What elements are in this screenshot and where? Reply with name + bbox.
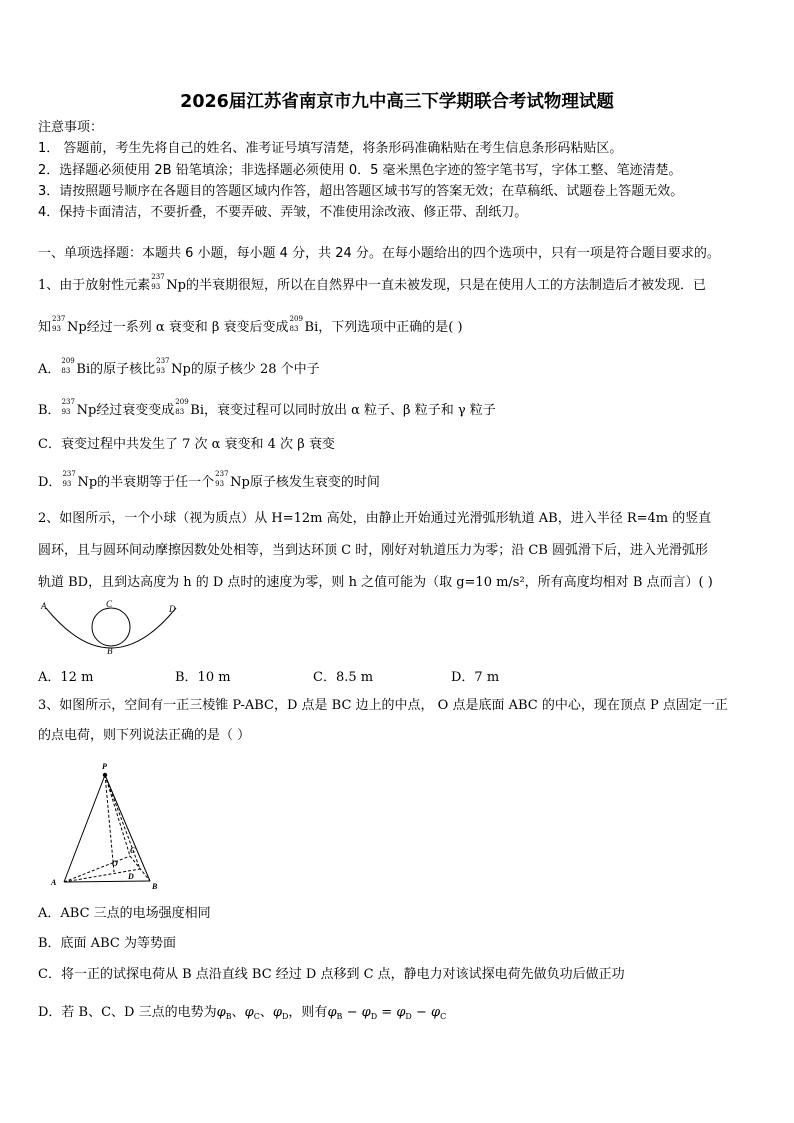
np-isotope: 237 93 bbox=[61, 398, 75, 416]
point-p bbox=[103, 773, 107, 777]
q3-option-a: A．ABC 三点的电场强度相同 bbox=[38, 906, 211, 921]
bi-isotope: 209 83 bbox=[175, 398, 189, 416]
q2-option-c: C．8.5 m bbox=[313, 670, 374, 685]
section-heading: 一、单项选择题：本题共 6 小题，每小题 4 分，共 24 分。在每小题给出的四个选项中，只有一项是符合题目要求的。 bbox=[38, 246, 720, 261]
bi-isotope: 209 83 bbox=[61, 357, 75, 375]
label-a: A bbox=[51, 878, 57, 887]
arc-track-path bbox=[46, 608, 176, 648]
vertical-loop bbox=[92, 608, 130, 646]
edge-ac bbox=[64, 856, 130, 882]
track-loop-figure bbox=[36, 596, 186, 658]
q2-stem-line-1: 2、如图所示，一个小球（视为质点）从 H=12m 高处，由静止开始通过光滑弧形轨道 AB，进入半径 R=4m 的竖直 bbox=[38, 511, 712, 526]
notice-item-3: 3．请按照题号顺序在各题目的答题区域内作答，超出答题区域书写的答案无效；在草稿纸、试题卷上答题无效。 bbox=[38, 184, 684, 199]
label-p: P bbox=[102, 762, 107, 771]
bi-isotope: 209 83 bbox=[289, 315, 303, 333]
np-isotope: 237 93 bbox=[52, 315, 66, 333]
q1-option-a: A． 209 83 Bi的原子核比 237 93 Np的原子核少 28 个中子 bbox=[38, 357, 320, 377]
label-c: C bbox=[130, 846, 136, 855]
edge-pa bbox=[64, 775, 105, 882]
label-o: O bbox=[112, 859, 118, 868]
edge-ab bbox=[64, 881, 150, 882]
label-a: A bbox=[41, 601, 47, 611]
np-isotope: 237 93 bbox=[151, 273, 165, 291]
q3-stem-line-2: 的点电荷，则下列说法正确的是（ ） bbox=[38, 728, 251, 743]
np-isotope: 237 93 bbox=[156, 357, 170, 375]
q3-option-c: C．将一正的试探电荷从 B 点沿直线 BC 经过 D 点移到 C 点，静电力对该试探电荷先做负功后做正功 bbox=[38, 967, 625, 982]
q1-option-d: D． 237 93 Np的半衰期等于任一个 237 93 Np原子核发生衰变的时间 bbox=[38, 470, 380, 490]
notice-heading: 注意事项： bbox=[38, 120, 104, 135]
label-c: C bbox=[106, 599, 113, 609]
label-d: D bbox=[169, 604, 176, 614]
q3-option-d: D．若 B、C、D 三点的电势为$\varphi_B$、$\varphi_C$、$\varphi_D$，则有$\varphi_B - \varphi_D = \varphi_D - \varphi_C$ bbox=[38, 1005, 447, 1021]
label-b: B bbox=[107, 646, 113, 656]
q1-stem-line-1: 1、由于放射性元素 237 93 Np的半衰期很短，所以在自然界中一直未被发现，只是在使用人工的方法制造后才被发现．已 bbox=[38, 273, 706, 293]
label-b: B bbox=[152, 882, 158, 891]
notice-item-4: 4．保持卡面清洁，不要折叠，不要弄破、弄皱，不准使用涂改液、修正带、刮纸刀。 bbox=[38, 205, 528, 220]
np-isotope: 237 93 bbox=[62, 470, 76, 488]
q2-option-d: D．7 m bbox=[451, 670, 500, 685]
q2-stem-line-2: 圆环，且与圆环间动摩擦因数处处相等，当到达环顶 C 时，刚好对轨道压力为零；沿 CB 圆弧滑下后，进入光滑弧形 bbox=[38, 543, 708, 558]
q1-option-b: B． 237 93 Np经过衰变变成 209 83 Bi，衰变过程可以同时放出 α 粒子、β 粒子和 γ 粒子 bbox=[38, 398, 496, 418]
q2-option-b: B．10 m bbox=[175, 670, 231, 685]
q1-option-c: C．衰变过程中共发生了 7 次 α 衰变和 4 次 β 衰变 bbox=[38, 437, 335, 452]
q3-option-b: B．底面 ABC 为等势面 bbox=[38, 936, 176, 951]
notice-item-1: 1． 答题前，考生先将自己的姓名、准考证号填写清楚，将条形码准确粘贴在考生信息条形码粘贴区。 bbox=[38, 141, 623, 156]
np-isotope: 237 93 bbox=[215, 470, 229, 488]
label-d: D bbox=[128, 872, 134, 881]
pyramid-figure bbox=[44, 760, 170, 894]
q3-stem-line-1: 3、如图所示，空间有一正三棱锥 P-ABC，D 点是 BC 边上的中点， O 点是底面 ABC 的中心，现在顶点 P 点固定一正 bbox=[38, 698, 728, 713]
q1-stem-line-2: 知 237 93 Np经过一系列 α 衰变和 β 衰变后变成 209 83 Bi，下列选项中正确的是( ) bbox=[38, 315, 463, 335]
notice-item-2: 2．选择题必须使用 2B 铅笔填涂；非选择题必须使用 0．5 毫米黑色字迹的签字笔书写，字体工整、笔迹清楚。 bbox=[38, 163, 682, 178]
page-title: 2026届江苏省南京市九中高三下学期联合考试物理试题 bbox=[180, 92, 614, 112]
q2-option-a: A．12 m bbox=[38, 670, 94, 685]
q2-stem-line-3: 轨道 BD，且到达高度为 h 的 D 点时的速度为零，则 h 之值可能为（取 g=10 m/s²，所有高度均相对 B 点而言）( ) bbox=[38, 575, 713, 590]
